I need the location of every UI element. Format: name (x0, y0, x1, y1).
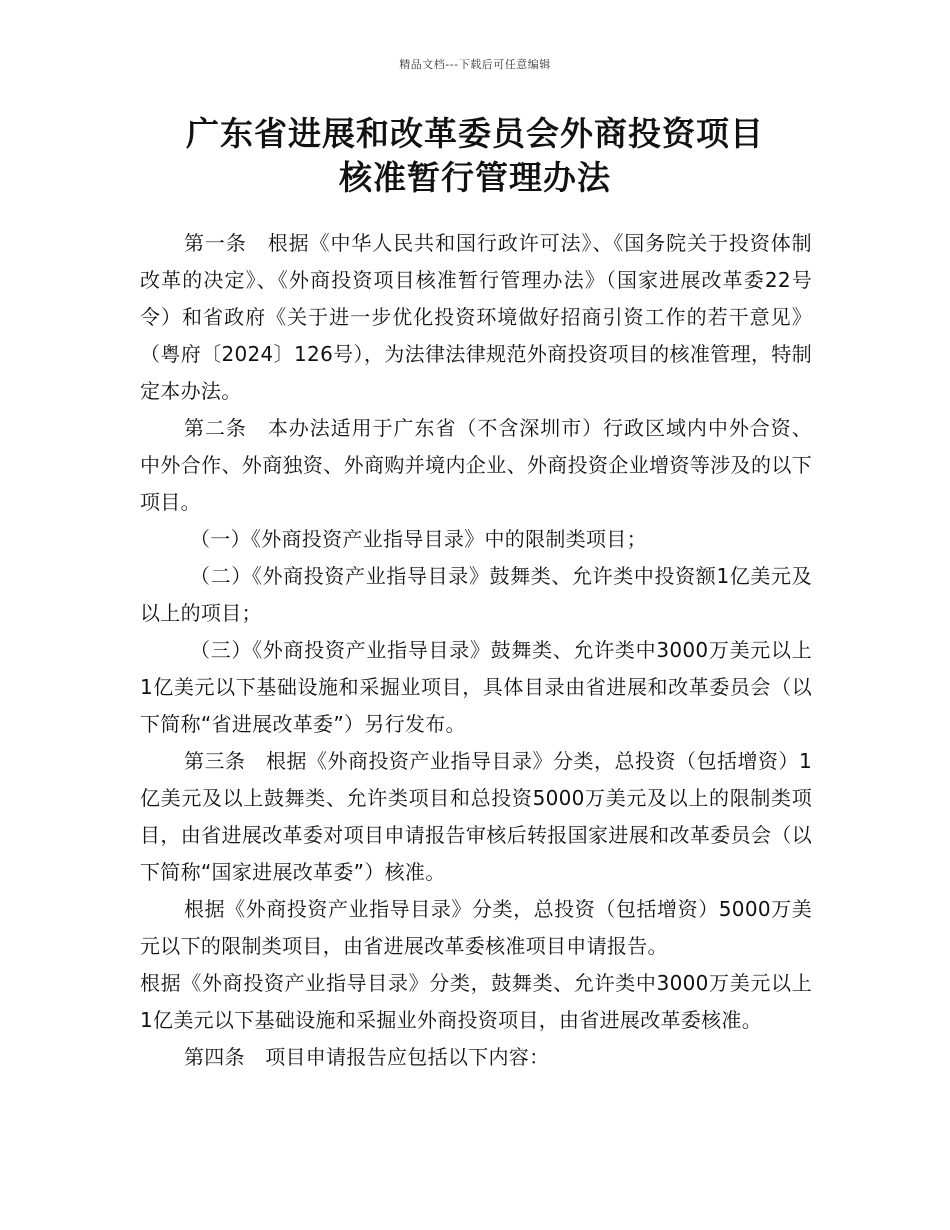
article-1: 第一条 根据《中华人民共和国行政许可法》、《国务院关于投资体制改革的决定》、《外商投资项目核准暂行管理办法》（国家进展改革委22号令）和省政府《关于进一步优化投资环境做好招商引资工作的若干意见》（粤府〔2024〕126号），为法律法律规范外商投资项目的核准管理，特制定本办法。 (140, 231, 812, 403)
document-body (140, 225, 812, 1076)
article-2-item-3: （三）《外商投资产业指导目录》鼓舞类、允许类中3000万美元以上1亿美元以下基础设施和采掘业项目，具体目录由省进展和改革委员会（以下简称“省进展改革委”）另行发布。 (140, 638, 812, 736)
header-note: 精品文档---下载后可任意编辑 (399, 58, 551, 71)
article-3-paragraph-2: 根据《外商投资产业指导目录》分类，总投资（包括增资）5000万美元以下的限制类项目，由省进展改革委核准项目申请报告。 (140, 897, 812, 958)
article-3: 第三条 根据《外商投资产业指导目录》分类，总投资（包括增资）1亿美元及以上鼓舞类、允许类项目和总投资5000万美元及以上的限制类项目，由省进展改革委对项目申请报告审核后转报国家进展和改革委员会（以下简称“国家进展改革委”）核准。 (140, 749, 812, 884)
article-4: 第四条 项目申请报告应包括以下内容： (184, 1045, 550, 1069)
title-line-1: 广东省进展和改革委员会外商投资项目 (186, 114, 764, 153)
article-3-paragraph-3: 根据《外商投资产业指导目录》分类，鼓舞类、允许类中3000万美元以上1亿美元以下基础设施和采掘业外商投资项目，由省进展改革委核准。 (140, 971, 812, 1032)
document-title (0, 112, 950, 200)
article-2-item-1: （一）《外商投资产业指导目录》中的限制类项目； (190, 527, 647, 551)
title-line-2: 核准暂行管理办法 (339, 158, 611, 197)
article-2-item-2: （二）《外商投资产业指导目录》鼓舞类、允许类中投资额1亿美元及以上的项目； (140, 564, 812, 625)
article-2: 第二条 本办法适用于广东省（不含深圳市）行政区域内中外合资、中外合作、外商独资、外商购并境内企业、外商投资企业增资等涉及的以下项目。 (140, 416, 812, 514)
